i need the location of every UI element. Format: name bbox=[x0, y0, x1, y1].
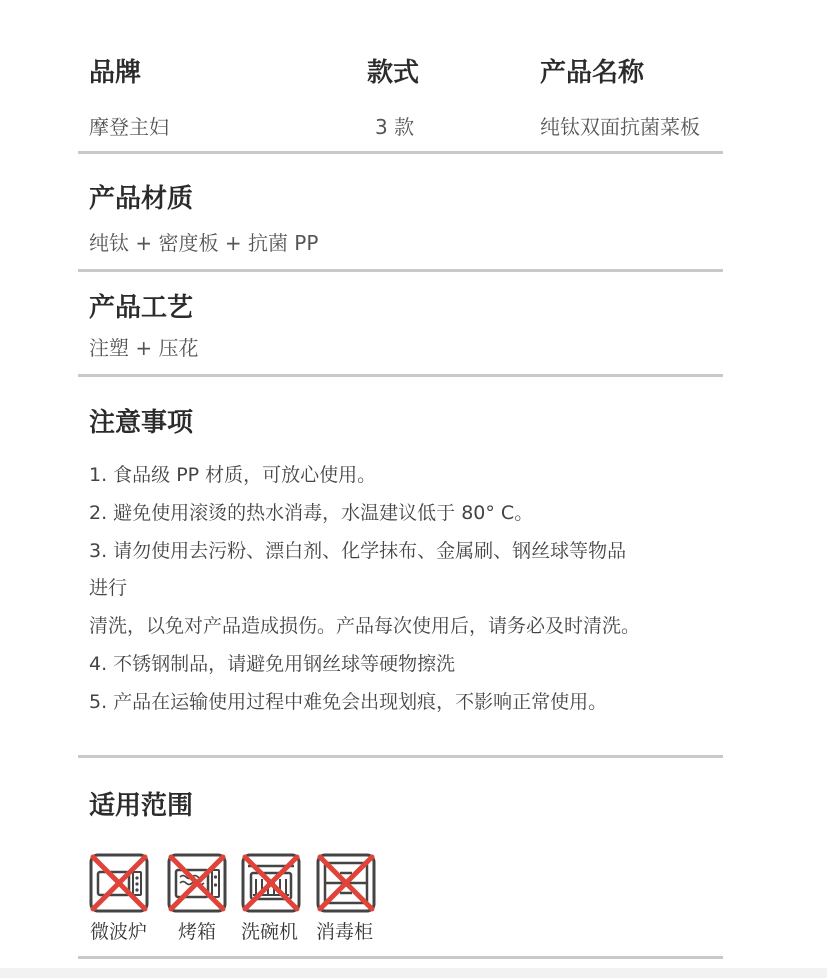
note-line: 1. 食品级 PP 材质，可放心使用。 bbox=[89, 464, 377, 486]
oven-icon bbox=[167, 853, 227, 913]
divider bbox=[78, 269, 723, 272]
style-label: 款式 bbox=[367, 58, 420, 88]
product-name-value: 纯钛双面抗菌菜板 bbox=[540, 115, 700, 139]
material-value: 纯钛 + 密度板 + 抗菌 PP bbox=[89, 231, 319, 255]
note-line: 清洗，以免对产品造成损伤。产品每次使用后，请务必及时清洗。 bbox=[89, 615, 641, 637]
microwave-label: 微波炉 bbox=[90, 921, 148, 943]
note-line: 4. 不锈钢制品，请避免用钢丝球等硬物擦洗 bbox=[89, 653, 456, 675]
product-name-label: 产品名称 bbox=[540, 58, 645, 88]
note-line: 进行 bbox=[89, 577, 128, 599]
note-line: 2. 避免使用滚烫的热水消毒，水温建议低于 80° C。 bbox=[89, 502, 534, 524]
dishwasher-label: 洗碗机 bbox=[241, 921, 299, 943]
sterilizer-label: 消毒柜 bbox=[316, 921, 374, 943]
craft-label: 产品工艺 bbox=[89, 293, 194, 323]
note-line: 3. 请勿使用去污粉、漂白剂、化学抹布、金属刷、钢丝球等物品 bbox=[89, 540, 627, 562]
microwave-icon bbox=[89, 853, 149, 913]
divider bbox=[78, 151, 723, 154]
oven-label: 烤箱 bbox=[178, 921, 217, 943]
material-label: 产品材质 bbox=[89, 184, 194, 214]
brand-value: 摩登主妇 bbox=[89, 115, 169, 139]
style-value: 3 款 bbox=[375, 115, 415, 139]
usage-label: 适用范围 bbox=[89, 791, 194, 821]
notes-label: 注意事项 bbox=[89, 408, 194, 438]
divider bbox=[78, 956, 723, 959]
divider bbox=[78, 755, 723, 758]
divider bbox=[78, 374, 723, 377]
sterilizer-icon bbox=[316, 853, 376, 913]
craft-value: 注塑 + 压花 bbox=[89, 336, 199, 360]
dishwasher-icon bbox=[241, 853, 301, 913]
brand-label: 品牌 bbox=[89, 58, 142, 88]
note-line: 5. 产品在运输使用过程中难免会出现划痕，不影响正常使用。 bbox=[89, 691, 608, 713]
bottom-band bbox=[0, 968, 827, 978]
